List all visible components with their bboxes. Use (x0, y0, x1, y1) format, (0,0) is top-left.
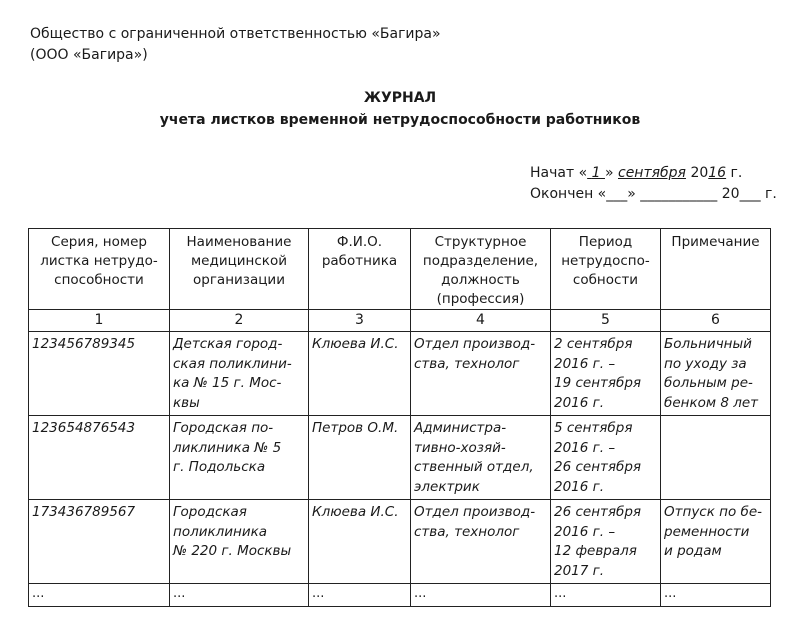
header-text: Период (578, 234, 633, 250)
cell-text: 12 февраля (554, 543, 637, 559)
ellipsis-cell: ... (551, 584, 661, 607)
started-year-suffix: 16 (708, 165, 727, 181)
sick-leave-journal-table (28, 228, 771, 607)
cell-text: 2017 г. (554, 562, 605, 579)
ended-end: г. (765, 186, 777, 202)
cell-medical-organization (170, 500, 309, 584)
header-text: нетрудоспо- (561, 253, 650, 269)
cell-text: 19 сентября (554, 375, 642, 391)
cell-text: г. Подольска (173, 459, 266, 475)
cell-employee-name (309, 500, 411, 584)
ended-year-blank: ___ (739, 186, 761, 202)
table-row (29, 332, 771, 416)
organization-block (30, 24, 441, 66)
started-prefix: Начат « (530, 165, 588, 181)
column-number: 4 (411, 310, 551, 332)
cell-incapacity-period (551, 332, 661, 416)
cell-medical-organization (170, 416, 309, 500)
cell-department-position (411, 416, 551, 500)
cell-text: 2016 г. – (554, 355, 616, 372)
journal-dates (530, 163, 777, 205)
cell-department-position (411, 332, 551, 416)
started-date (530, 163, 777, 184)
cell-text: квы (173, 394, 200, 411)
cell-department-position (411, 500, 551, 584)
header-text: Структурное (434, 234, 527, 250)
cell-text: Отдел производ- (414, 504, 536, 520)
cell-text: Городская по- (173, 420, 274, 436)
cell-text: Петров О.М. (312, 420, 399, 436)
cell-text: ка № 15 г. Мос- (173, 375, 282, 391)
header-text: подразделение, (422, 253, 539, 269)
header-text: организации (193, 272, 285, 288)
cell-series-number (29, 500, 170, 584)
cell-text: 173436789567 (32, 504, 136, 520)
header-text: (профессия) (436, 291, 525, 307)
header-text: должность (441, 272, 520, 288)
ended-prefix: Окончен « (530, 186, 607, 202)
cell-text: 2016 г. (554, 478, 605, 495)
cell-text: ственный отдел, (414, 459, 534, 475)
cell-text: ства, технолог (414, 523, 520, 540)
header-text: Наименование (186, 234, 292, 250)
header-medical-organization (170, 229, 309, 310)
ellipsis-cell: ... (411, 584, 551, 607)
header-department-position (411, 229, 551, 310)
cell-text: Администра- (414, 420, 507, 436)
cell-text: № 220 г. Москвы (173, 543, 292, 559)
ended-month-blank: ___________ (640, 186, 718, 202)
organization-short-name: (ООО «Багира») (30, 47, 148, 63)
header-series-number (29, 229, 170, 310)
cell-text: 2016 г. – (554, 523, 616, 540)
cell-text: Отпуск по бе- (664, 504, 763, 520)
ended-mid: » (627, 186, 636, 202)
cell-text: 5 сентября (554, 420, 633, 436)
cell-employee-name (309, 416, 411, 500)
header-row (29, 229, 771, 310)
started-month: сентября (618, 165, 686, 181)
table-row (29, 416, 771, 500)
cell-text: ликлиника № 5 (173, 439, 282, 456)
header-text: Ф.И.О. (336, 234, 383, 250)
ended-year-prefix: 20 (721, 186, 740, 202)
header-note (661, 229, 771, 310)
column-number: 6 (661, 310, 771, 332)
started-end: г. (730, 165, 743, 181)
cell-text: ременности (664, 523, 750, 540)
cell-text: Детская город- (173, 336, 283, 352)
column-number: 5 (551, 310, 661, 332)
cell-employee-name (309, 332, 411, 416)
journal-subtitle: учета листков временной нетрудоспособности работников (159, 112, 641, 128)
cell-text: 26 сентября (554, 459, 642, 475)
header-text: способности (54, 272, 144, 288)
organization-name: Общество с ограниченной ответственностью «Багира» (30, 26, 441, 42)
table-row (29, 500, 771, 584)
header-text: Серия, номер (51, 234, 147, 250)
header-text: собности (572, 272, 639, 288)
header-text: листка нетрудо- (40, 253, 158, 269)
cell-text: Отдел производ- (414, 336, 536, 352)
header-text: работника (321, 253, 398, 269)
ellipsis-cell: ... (661, 584, 771, 607)
cell-text: 123456789345 (32, 336, 136, 352)
cell-series-number (29, 416, 170, 500)
header-employee-name (309, 229, 411, 310)
cell-text: и родам (664, 543, 722, 559)
started-year-prefix: 20 (690, 165, 709, 181)
cell-text: электрик (414, 478, 480, 495)
cell-medical-organization (170, 332, 309, 416)
started-day: 1 (591, 165, 601, 181)
cell-text: ская поликлини- (173, 355, 292, 372)
cell-note (661, 500, 771, 584)
cell-text: бенком 8 лет (664, 394, 759, 411)
ended-day-blank: ___ (606, 186, 628, 202)
ellipsis-cell: ... (170, 584, 309, 607)
cell-text: 2016 г. (554, 394, 605, 411)
cell-text: больным ре- (664, 375, 753, 391)
cell-text: 2016 г. – (554, 439, 616, 456)
cell-text: 123654876543 (32, 420, 136, 436)
cell-text: 2 сентября (554, 336, 633, 352)
ellipsis-cell: ... (29, 584, 170, 607)
cell-text: поликлиника (173, 523, 268, 540)
cell-text: ства, технолог (414, 355, 520, 372)
cell-incapacity-period (551, 500, 661, 584)
cell-note (661, 416, 771, 500)
journal-title: ЖУРНАЛ (363, 90, 437, 106)
started-mid: » (604, 165, 614, 181)
cell-series-number (29, 332, 170, 416)
cell-text: Городская (173, 504, 247, 520)
header-incapacity-period (551, 229, 661, 310)
header-text: медицинской (191, 253, 287, 269)
cell-text: по уходу за (664, 355, 747, 372)
cell-text: Больничный (664, 336, 752, 352)
cell-note (661, 332, 771, 416)
column-number: 1 (29, 310, 170, 332)
header-text: Примечание (671, 234, 760, 250)
cell-text: Клюева И.С. (312, 336, 399, 352)
cell-text: 26 сентября (554, 504, 642, 520)
column-numbers-row (29, 310, 771, 332)
ended-date (530, 184, 777, 205)
cell-text: Клюева И.С. (312, 504, 399, 520)
ellipsis-row (29, 584, 771, 607)
cell-incapacity-period (551, 416, 661, 500)
ellipsis-cell: ... (309, 584, 411, 607)
column-number: 3 (309, 310, 411, 332)
column-number: 2 (170, 310, 309, 332)
cell-text: тивно-хозяй- (414, 439, 506, 456)
